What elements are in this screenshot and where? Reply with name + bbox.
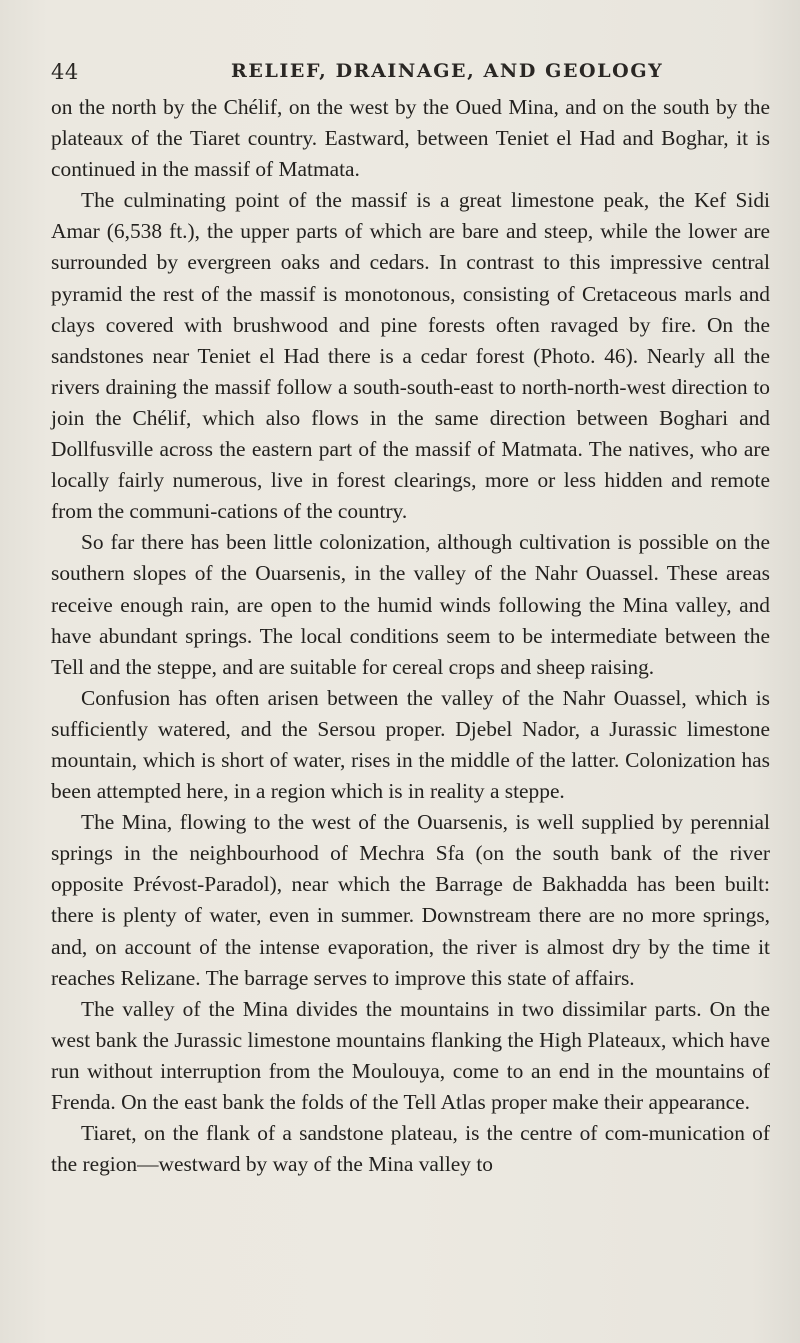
paragraph-2: The culminating point of the massif is a great limestone peak, the Kef Sidi Amar (6,538 ft.), the upper parts of which are bare and steep, while the lower are surrounded by evergreen oaks and cedars. In contrast to this impressive central pyramid the rest of the massif is monotonous, consisting of Cretaceous marls and clays covered with brushwood and pine forests often ravaged by fire. On the sandstones near Teniet el Had there is a cedar forest (Photo. 46). Nearly all the rivers draining the massif follow a south-south-east to north-north-west direction to join the Chélif, which also flows in the same direction between Boghari and Dollfusville across the eastern part of the massif of Matmata. The natives, who are locally fairly numerous, live in forest clearings, more or less hidden and remote from the communi-cations of the country. (51, 188, 770, 524)
paragraph-4: Confusion has often arisen between the valley of the Nahr Ouassel, which is sufficiently watered, and the Sersou proper. Djebel Nador, a Jurassic limestone mountain, which is short of water, rises in the middle of the latter. Colonization has been attempted here, in a region which is in reality a steppe. (51, 685, 770, 804)
page-number: 44 (51, 60, 79, 84)
body-text (51, 92, 770, 1180)
paragraph-5: The Mina, flowing to the west of the Ouarsenis, is well supplied by perennial springs in the neighbourhood of Mechra Sfa (on the south bank of the river opposite Prévost-Paradol), near which the Barrage de Bakhadda has been built: there is plenty of water, even in summer. Downstream there are no more springs, and, on account of the intense evaporation, the river is almost dry by the time it reaches Relizane. The barrage serves to improve this state of affairs. (51, 810, 770, 990)
running-head: RELIEF, DRAINAGE, AND GEOLOGY (231, 60, 664, 82)
paragraph-1: on the north by the Chélif, on the west by the Oued Mina, and on the south by the plateaux of the Tiaret country. Eastward, between Teniet el Had and Boghar, it is continued in the massif of Matmata. (51, 95, 770, 182)
page-header (51, 58, 751, 92)
paragraph-3: So far there has been little colonization, although cultivation is possible on the southern slopes of the Ouarsenis, in the valley of the Nahr Ouassel. These areas receive enough rain, are open to the humid winds following the Mina valley, and have abundant springs. The local conditions seem to be intermediate between the Tell and the steppe, and are suitable for cereal crops and sheep raising. (51, 530, 770, 679)
paragraph-6: The valley of the Mina divides the mountains in two dissimilar parts. On the west bank the Jurassic limestone mountains flanking the High Plateaux, which have run without interruption from the Moulouya, come to an end in the mountains of Frenda. On the east bank the folds of the Tell Atlas proper make their appearance. (51, 996, 770, 1114)
paragraph-7: Tiaret, on the flank of a sandstone plateau, is the centre of com-munication of the region—westward by way of the Mina valley to (51, 1121, 770, 1177)
